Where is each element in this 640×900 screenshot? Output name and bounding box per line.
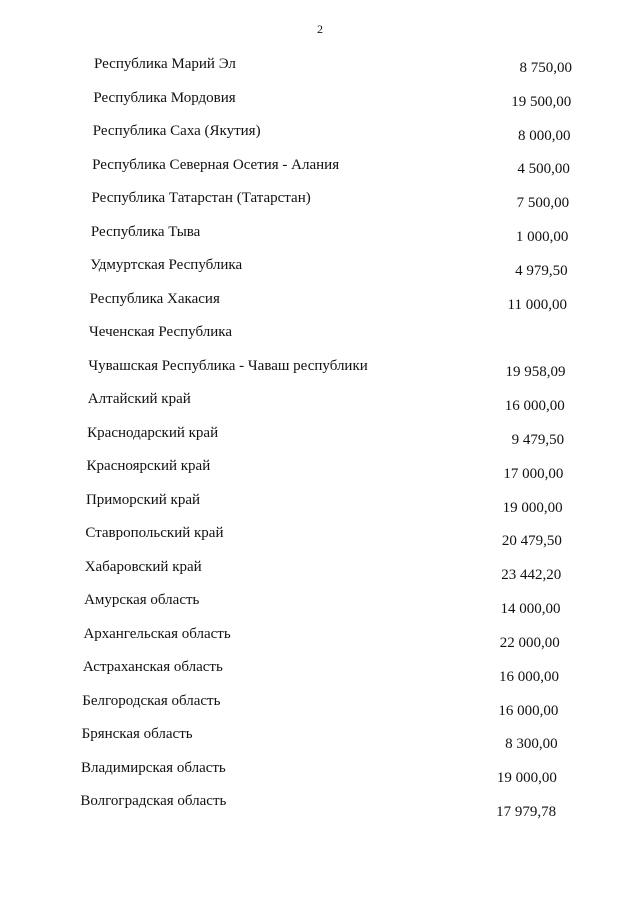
allocation-amount: 9 479,50 (511, 432, 565, 449)
allocation-amount: 16 000,00 (499, 668, 560, 685)
allocation-amount: 4 500,00 (517, 161, 570, 178)
allocation-amount: 16 000,00 (504, 398, 565, 415)
allocation-amount: 20 479,50 (501, 533, 562, 550)
list-item (0, 56, 640, 76)
allocation-amount: 11 000,00 (507, 296, 567, 313)
list-item (0, 726, 640, 753)
allocation-amount: 8 000,00 (518, 127, 571, 144)
region-name: Амурская область (84, 592, 200, 608)
region-name: Волгоградская область (80, 793, 227, 809)
list-item (0, 625, 640, 651)
list-item (0, 759, 640, 787)
region-name: Чеченская Республика (89, 324, 232, 340)
region-name: Чувашская Республика - Чаваш республики (88, 357, 368, 374)
list-item (0, 157, 640, 177)
region-name: Республика Татарстан (Татарстан) (91, 190, 311, 206)
region-name: Приморский край (85, 491, 201, 508)
allocation-amount: 16 000,00 (498, 702, 559, 719)
list-item (0, 692, 640, 719)
list-item (0, 793, 640, 821)
list-item (0, 458, 640, 482)
region-name: Удмуртская Республика (90, 257, 243, 273)
region-name: Владимирская область (80, 759, 226, 776)
list-item (0, 291, 640, 311)
region-name: Хабаровский край (84, 558, 202, 575)
region-name: Белгородская область (82, 692, 221, 709)
list-item (0, 391, 640, 415)
region-name: Ставропольский край (85, 525, 224, 541)
allocation-amount: 14 000,00 (500, 601, 561, 618)
allocation-amount: 23 442,20 (501, 567, 562, 584)
list-item (0, 123, 640, 143)
allocation-amount: 7 500,00 (516, 195, 570, 212)
list-item (0, 90, 640, 110)
allocation-amount: 1 000,00 (515, 229, 569, 246)
region-name: Астраханская область (82, 659, 223, 675)
list-item (0, 424, 640, 449)
allocation-amount: 8 750,00 (519, 60, 572, 76)
region-name: Республика Марий Эл (94, 56, 236, 72)
allocation-amount: 19 000,00 (496, 770, 557, 787)
region-name: Республика Мордовия (93, 89, 236, 106)
allocation-amount: 19 500,00 (511, 93, 572, 110)
region-name: Красноярский край (86, 458, 211, 474)
list-item (0, 257, 640, 277)
list-item (0, 324, 640, 344)
allocation-amount: 22 000,00 (499, 634, 560, 651)
allocation-amount: 4 979,50 (515, 262, 568, 279)
list-item (0, 491, 640, 516)
list-item (0, 190, 640, 210)
region-name: Краснодарский край (87, 424, 219, 441)
list-item (0, 592, 640, 618)
allocation-amount: 19 958,09 (505, 364, 566, 381)
region-name: Архангельская область (83, 625, 231, 642)
allocation-amount: 17 979,78 (496, 804, 557, 821)
region-name: Алтайский край (87, 391, 191, 407)
allocation-amount: 19 000,00 (502, 499, 563, 516)
page-number: 2 (317, 22, 323, 36)
list-item (0, 224, 640, 244)
allocation-amount: 17 000,00 (503, 465, 564, 482)
region-name: Брянская область (81, 726, 193, 742)
region-name: Республика Северная Осетия - Алания (92, 156, 340, 173)
list-item (0, 357, 640, 381)
region-name: Республика Хакасия (89, 290, 220, 307)
region-name: Республика Тыва (90, 223, 201, 240)
list-item (0, 659, 640, 685)
allocation-amount: 8 300,00 (505, 736, 558, 753)
region-name: Республика Саха (Якутия) (92, 123, 261, 139)
list-item (0, 558, 640, 584)
list-item (0, 525, 640, 550)
